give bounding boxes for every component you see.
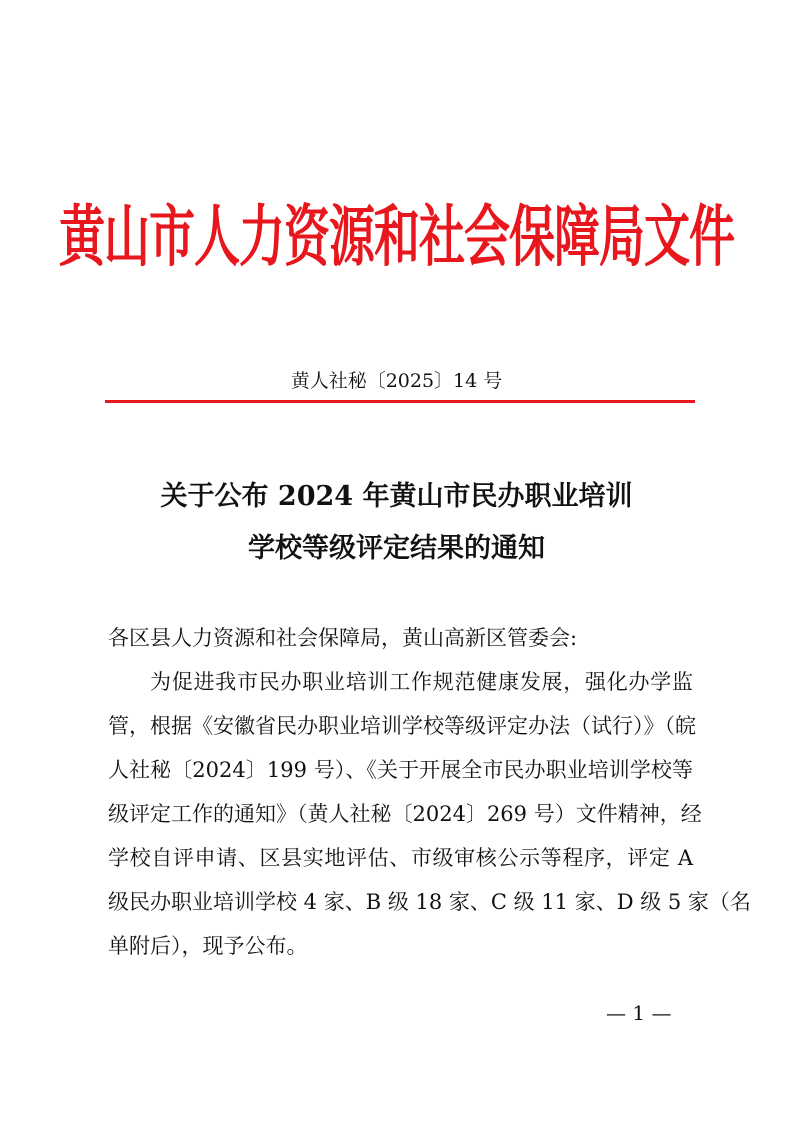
body-line: 为促进我市民办职业培训工作规范健康发展，强化办学监 <box>150 670 693 694</box>
document-number: 黄人社秘〔2025〕14 号 <box>290 370 503 392</box>
body-line: 级民办职业培训学校 4 家、B 级 18 家、C 级 11 家、D 级 5 家（名 <box>108 890 751 914</box>
body-line: 单附后），现予公布。 <box>108 934 308 958</box>
masthead-title: 黄山市人力资源和社会保障局文件 <box>59 197 734 276</box>
body-line: 学校自评申请、区县实地评估、市级审核公示等程序，评定 A <box>108 846 693 870</box>
red-divider <box>105 400 695 403</box>
body-line: 级评定工作的通知》（黄人社秘〔2024〕269 号）文件精神，经 <box>108 802 702 826</box>
notice-title-line-1: 关于公布 2024 年黄山市民办职业培训 <box>160 481 633 512</box>
notice-title-line-2: 学校等级评定结果的通知 <box>248 533 545 564</box>
page-number: — 1 — <box>606 1001 672 1025</box>
body-line: 管，根据《安徽省民办职业培训学校等级评定办法（试行）》（皖 <box>108 714 696 738</box>
salutation: 各区县人力资源和社会保障局，黄山高新区管委会: <box>108 626 578 650</box>
body-line: 人社秘〔2024〕199 号）、《关于开展全市民办职业培训学校等 <box>108 758 693 782</box>
